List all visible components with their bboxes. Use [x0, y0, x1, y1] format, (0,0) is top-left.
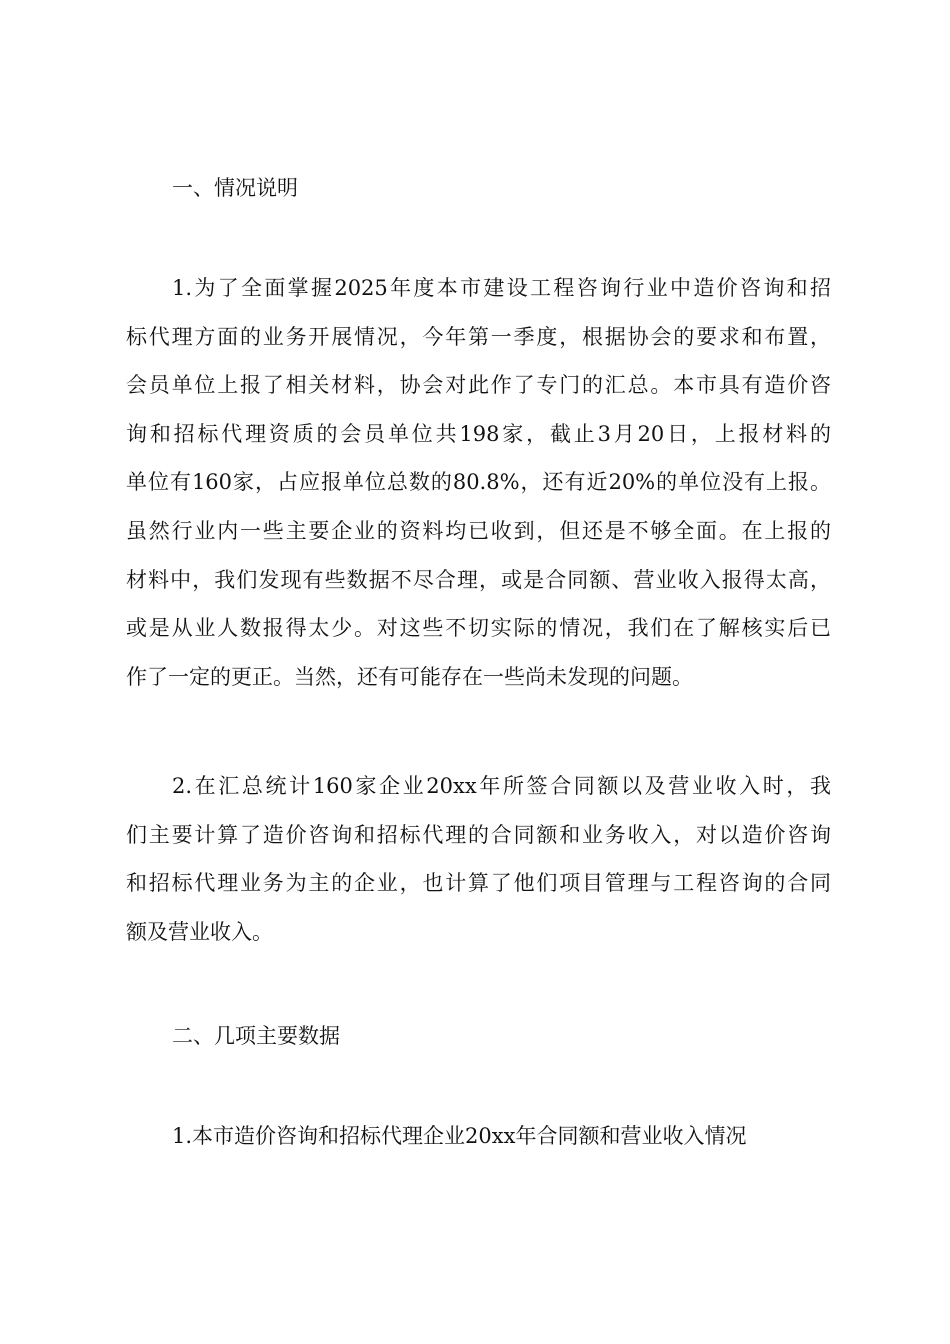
paragraph-line: 虽然行业内一些主要企业的资料均已收到，但还是不够全面。在上报的	[126, 518, 831, 543]
section-heading-2: 二、几项主要数据	[172, 1024, 340, 1048]
paragraph-line: 1.为了全面掌握2025年度本市建设工程咨询行业中造价咨询和招	[172, 276, 831, 300]
paragraph-line: 们主要计算了造价咨询和招标代理的合同额和业务收入，对以造价咨询	[126, 822, 831, 847]
paragraph-line: 2.在汇总统计160家企业20xx年所签合同额以及营业收入时，我	[172, 774, 831, 798]
section-heading-1: 一、情况说明	[172, 176, 298, 200]
paragraph-line: 材料中，我们发现有些数据不尽合理，或是合同额、营业收入报得太高，	[126, 567, 831, 592]
paragraph-line: 标代理方面的业务开展情况，今年第一季度，根据协会的要求和布置，	[126, 324, 831, 349]
paragraph-line: 单位有160家，占应报单位总数的80.8%，还有近20%的单位没有上报。	[126, 470, 831, 495]
subheading-1: 1.本市造价咨询和招标代理企业20xx年合同额和营业收入情况	[172, 1124, 747, 1148]
paragraph-line: 额及营业收入。	[126, 919, 273, 944]
paragraph-1	[126, 264, 831, 701]
paragraph-line: 询和招标代理资质的会员单位共198家，截止3月20日，上报材料的	[126, 421, 831, 446]
paragraph-line: 或是从业人数报得太少。对这些不切实际的情况，我们在了解核实后已	[126, 616, 831, 641]
paragraph-2	[126, 762, 831, 956]
paragraph-line: 会员单位上报了相关材料，协会对此作了专门的汇总。本市具有造价咨	[126, 373, 831, 398]
paragraph-line: 作了一定的更正。当然，还有可能存在一些尚未发现的问题。	[126, 664, 693, 689]
paragraph-line: 和招标代理业务为主的企业，也计算了他们项目管理与工程咨询的合同	[126, 871, 831, 896]
